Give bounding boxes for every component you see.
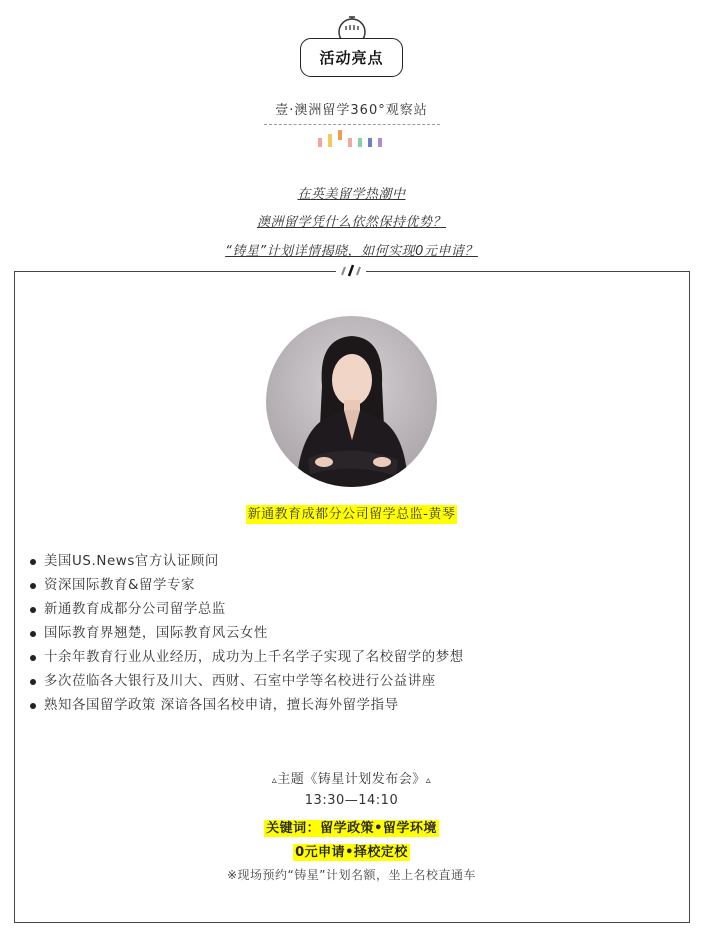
bullet-dot-icon <box>30 703 36 709</box>
bullet-dot-icon <box>30 583 36 589</box>
list-item <box>30 551 464 575</box>
list-item-text: 新通教育成都分公司留学总监 <box>44 602 226 617</box>
color-bar-2 <box>328 134 332 147</box>
color-bar-5 <box>358 138 362 147</box>
bullet-dot-icon <box>30 631 36 637</box>
speaker-photo <box>266 316 437 487</box>
highlights-badge <box>300 38 403 77</box>
bullet-dot-icon <box>30 607 36 613</box>
event-note: ※现场预约“铸星”计划名额，坐上名校直通车 <box>227 868 476 882</box>
list-item-text: 多次莅临各大银行及川大、西财、石室中学等名校进行公益讲座 <box>44 674 436 689</box>
question-line-2: 澳洲留学凭什么依然保持优势？ <box>256 215 446 230</box>
color-bar-1 <box>318 138 322 147</box>
list-item-text: 美国US.News官方认证顾问 <box>44 554 219 569</box>
list-item-text: 资深国际教育&留学专家 <box>44 578 195 593</box>
keywords-line-2 <box>0 841 703 860</box>
speaker-title: 新通教育成都分公司留学总监-黄琴 <box>247 507 456 522</box>
speaker-name-highlight <box>0 503 703 522</box>
badge-label: 活动亮点 <box>319 49 384 67</box>
list-item <box>30 599 464 623</box>
theme-mark-right-icon: ▵ <box>425 775 432 786</box>
bullet-dot-icon <box>30 655 36 661</box>
theme-mark-left-icon: ▵ <box>271 775 278 786</box>
list-item <box>30 647 464 671</box>
card-top-mark-icon <box>336 263 366 279</box>
list-item-text: 熟知各国留学政策 深谙各国名校申请，擅长海外留学指导 <box>44 698 399 713</box>
list-item <box>30 671 464 695</box>
question-line-1: 在英美留学热潮中 <box>297 187 406 202</box>
color-bar-3 <box>338 130 342 140</box>
bullet-dot-icon <box>30 679 36 685</box>
list-item-text: 十余年教育行业从业经历，成功为上千名学子实现了名校留学的梦想 <box>44 650 464 665</box>
color-bar-7 <box>378 138 382 147</box>
dashed-divider <box>264 124 440 125</box>
list-item <box>30 695 464 719</box>
keywords-1-text: 关键词：留学政策•留学环境 <box>266 821 437 836</box>
question-line-3: “铸星”计划详情揭晓，如何实现0元申请？ <box>225 244 478 259</box>
list-item-text: 国际教育界翘楚，国际教育风云女性 <box>44 626 268 641</box>
section-subtitle: 壹·澳洲留学360°观察站 <box>275 103 428 118</box>
event-theme <box>0 768 703 787</box>
keywords-line-1 <box>0 817 703 836</box>
list-item <box>30 575 464 599</box>
color-bars-decoration <box>316 130 388 148</box>
keywords-2-text: 0元申请•择校定校 <box>295 845 408 860</box>
event-theme-text: 主题《铸星计划发布会》 <box>277 772 426 787</box>
speaker-credentials-list <box>30 551 464 719</box>
event-time: 13:30—14:10 <box>304 793 399 808</box>
bullet-dot-icon <box>30 559 36 565</box>
list-item <box>30 623 464 647</box>
color-bar-6 <box>368 138 372 147</box>
color-bar-4 <box>348 138 352 147</box>
